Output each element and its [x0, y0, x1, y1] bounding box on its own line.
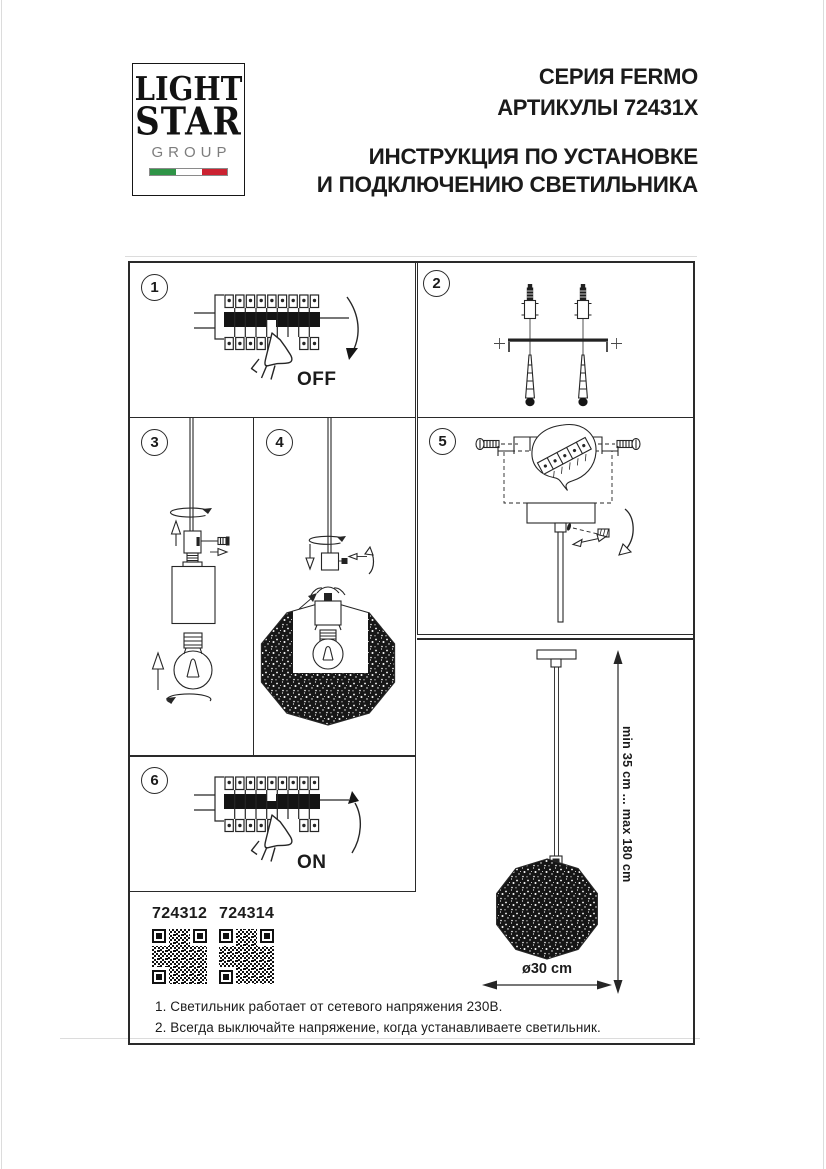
step-3-number: 3	[150, 434, 159, 451]
header-series-block	[497, 61, 698, 123]
ceiling-mount-drawing	[417, 417, 695, 635]
flag-white	[176, 169, 201, 175]
off-label: OFF	[297, 369, 337, 390]
page-edge-left	[1, 0, 2, 1169]
series-title: СЕРИЯ FERMO	[538, 64, 698, 89]
articles-title: АРТИКУЛЫ 72431X	[497, 95, 698, 120]
note-2: 2. Всегда выключайте напряжение, когда устанавливаете светильник.	[155, 1020, 601, 1035]
flag-green	[150, 169, 176, 175]
breaker-off-drawing	[128, 261, 416, 418]
qr-code-724312	[152, 929, 207, 984]
instruction-line1: ИНСТРУКЦИЯ ПО УСТАНОВКЕ	[368, 144, 698, 169]
step-4-number: 4	[275, 434, 284, 451]
height-range-label: min 35 cm ... max 180 cm	[620, 726, 634, 883]
flag-red	[202, 169, 227, 175]
scan-artifact-line	[125, 256, 697, 257]
breaker-on-drawing	[128, 755, 416, 892]
instruction-line2: И ПОДКЛЮЧЕНИЮ СВЕТИЛЬНИКА	[316, 172, 698, 197]
article-number-left: 724312	[152, 905, 208, 922]
italy-flag-bar	[149, 168, 228, 176]
step-2-number: 2	[432, 275, 441, 292]
instruction-title-block	[317, 143, 698, 199]
cord-grip-socket-drawing	[128, 417, 254, 757]
logo-word-group: GROUP	[151, 144, 232, 161]
logo-word-star: STAR	[135, 99, 242, 145]
step-5-number: 5	[438, 433, 447, 450]
note-1: 1. Светильник работает от сетевого напряжения 230В.	[155, 999, 503, 1014]
page-edge-right	[823, 0, 824, 1169]
shade-assembly-drawing	[253, 417, 416, 757]
diameter-label: ø30 cm	[522, 961, 572, 977]
article-number-right: 724314	[219, 905, 275, 922]
logo-word-light: LIGHT	[134, 69, 243, 109]
step-6-number: 6	[150, 772, 159, 789]
qr-code-724314	[219, 929, 274, 984]
on-label: ON	[297, 852, 327, 873]
lightstar-logo	[132, 63, 245, 196]
step-1-number: 1	[150, 279, 159, 296]
pendant-dimensions-drawing	[416, 636, 695, 1044]
anchors-bracket-drawing	[417, 261, 695, 418]
